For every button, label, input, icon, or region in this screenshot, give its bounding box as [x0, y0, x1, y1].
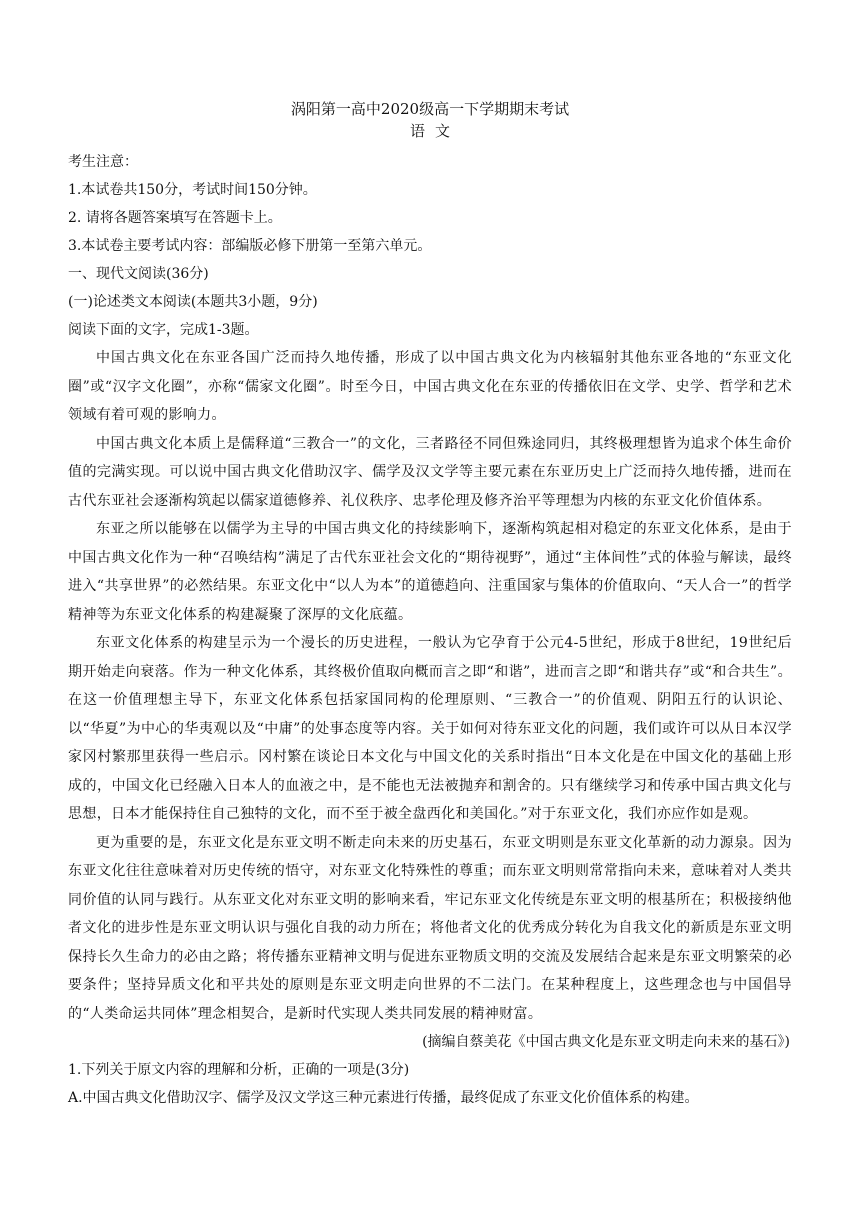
question-1-option-a: A.中国古典文化借助汉字、儒学及汉文学这三种元素进行传播，最终促成了东亚文化价值体系的构建。: [68, 1090, 699, 1106]
passage-paragraph-4: 东亚文化体系的构建呈示为一个漫长的历史进程，一般认为它孕育于公元4-5世纪，形成于8世纪，19世纪后期开始走向衰落。作为一种文化体系，其终极价值取向概而言之即“和谐”，进而言之即“和谐共存”或“和合共生”。在这一价值理想主导下，东亚文化体系包括家国同构的伦理原则、“三教合一”的价值观、阴阳五行的认识论、以“华夏”为中心的华夷观以及“中庸”的处事态度等内容。关于如何对待东亚文化的问题，我们或许可以从日本汉学家冈村繁那里获得一些启示。冈村繁在谈论日本文化与中国文化的关系时指出“日本文化是在中国文化的基础上形成的，中国文化已经融入日本人的血液之中，是不能也无法被抛弃和割舍的。只有继续学习和传承中国古典文化与思想，日本才能保持住自己独特的文化，而不至于被全盘西化和美国化。”对于东亚文化，我们亦应作如是观。: [68, 635, 792, 822]
reading-instruction: 阅读下面的文字，完成1-3题。: [68, 322, 259, 338]
passage-paragraph-2: 中国古典文化本质上是儒释道“三教合一”的文化，三者路径不同但殊途同归，其终极理想皆为追求个体生命价值的完满实现。可以说中国古典文化借助汉字、儒学及汉文学等主要元素在东亚历史上广泛而持久地传播，进而在古代东亚社会逐渐构筑起以儒家道德修养、礼仪秩序、忠孝伦理及修齐治平等理想为内核的东亚文化价值体系。: [68, 435, 792, 509]
exam-title: 涡阳第一高中2020级高一下学期期末考试: [290, 100, 570, 118]
exam-subject: 语文: [409, 122, 460, 140]
passage-paragraph-5: 更为重要的是，东亚文化是东亚文明不断走向未来的历史基石，东亚文明则是东亚文化革新的动力源泉。因为东亚文化往往意味着对历史传统的悟守，对东亚文化特殊性的尊重；而东亚文明则常常指向未来，意味着对人类共同价值的认同与践行。从东亚文化对东亚文明的影响来看，牢记东亚文化传统是东亚文明的根基所在；积极接纳他者文化的进步性是东亚文明认识与强化自我的动力所在；将他者文化的优秀成分转化为自我文化的新质是东亚文明保持长久生命力的必由之路；将传播东亚精神文明与促进东亚物质文明的交流及发展结合起来是东亚文明繁荣的必要条件；坚持异质文化和平共处的原则是东亚文明走向世界的不二法门。在某种程度上，这些理念也与中国倡导的“人类命运共同体”理念相契合，是新时代实现人类共同发展的精神财富。: [68, 834, 792, 1022]
passage-source: (摘编自蔡美花《中国古典文化是东亚文明走向未来的基石》): [422, 1034, 790, 1050]
subsection-title: (一)论述类文本阅读(本题共3小题，9分): [68, 294, 318, 310]
notice-item-1: 1.本试卷共150分，考试时间150分钟。: [68, 182, 317, 198]
notice-item-3: 3.本试卷主要考试内容：部编版必修下册第一至第六单元。: [68, 238, 432, 254]
passage-paragraph-1: 中国古典文化在东亚各国广泛而持久地传播，形成了以中国古典文化为内核辐射其他东亚各地的“东亚文化圈”或“汉字文化圈”，亦称“儒家文化圈”。时至今日，中国古典文化在东亚的传播依旧在文学、史学、哲学和艺术领域有着可观的影响力。: [68, 350, 792, 423]
exam-page: [68, 98, 792, 1112]
notice-heading: 考生注意：: [68, 154, 138, 170]
notice-item-2: 2. 请将各题答案填写在答题卡上。: [68, 210, 282, 226]
question-1-stem: 1.下列关于原文内容的理解和分析，正确的一项是(3分): [68, 1062, 410, 1078]
section-title: 一、现代文阅读(36分): [68, 266, 209, 282]
passage-paragraph-3: 东亚之所以能够在以儒学为主导的中国古典文化的持续影响下，逐渐构筑起相对稳定的东亚文化体系，是由于中国古典文化作为一种“召唤结构”满足了古代东亚社会文化的“期待视野”，通过“主体间性”式的体验与解读，最终进入“共享世界”的必然结果。东亚文化中“以人为本”的道德趋向、注重国家与集体的价值取向、“天人合一”的哲学精神等为东亚文化体系的构建凝聚了深厚的文化底蕴。: [68, 521, 792, 623]
